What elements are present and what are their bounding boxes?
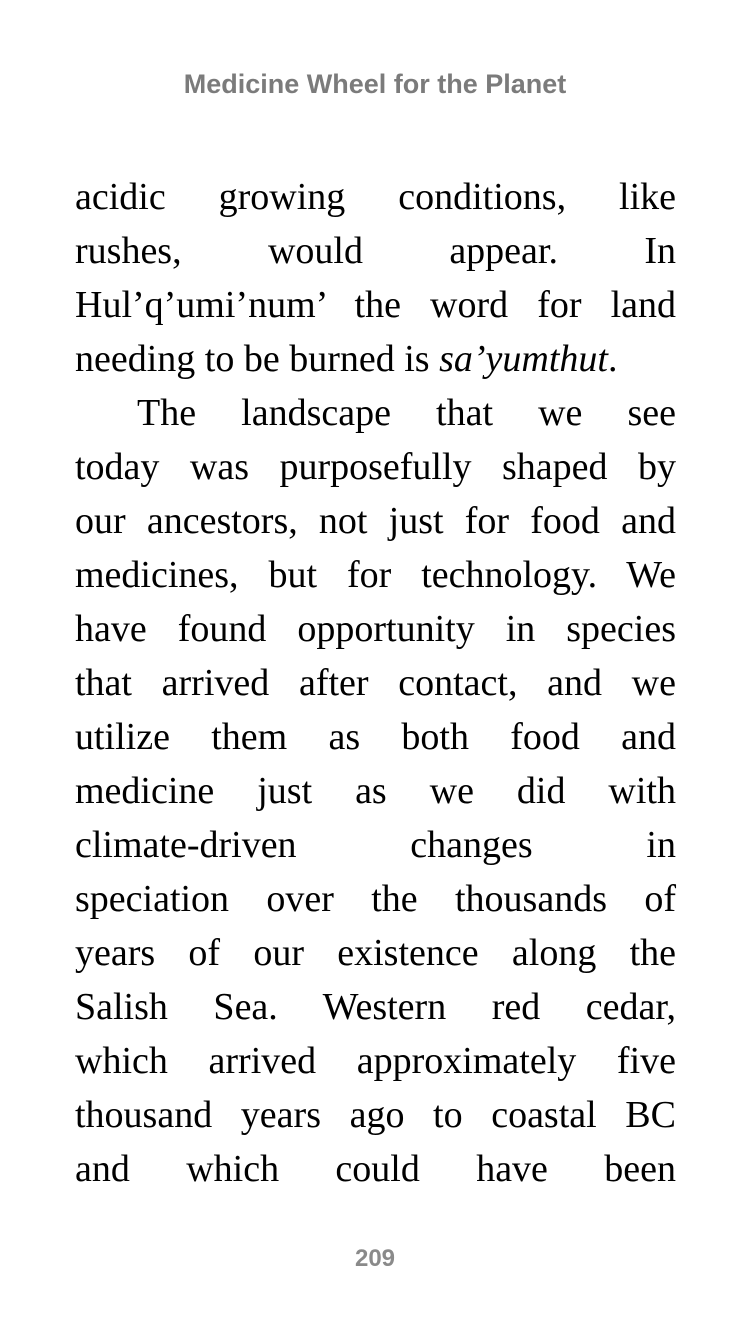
text-line: medicine just as we did with xyxy=(75,770,676,812)
text-line: climate-driven changes in xyxy=(75,824,676,866)
text-line: our ancestors, not just for food and xyxy=(75,500,676,542)
text-line: and which could have been xyxy=(75,1148,676,1190)
italic-term: sa’yumthut xyxy=(439,338,608,380)
text-line: speciation over the thousands of xyxy=(75,878,676,920)
text-line: that arrived after contact, and we xyxy=(75,662,676,704)
text-line: thousand years ago to coastal BC xyxy=(75,1094,676,1136)
text-line: medicines, but for technology. We xyxy=(75,554,676,596)
text-line: acidic growing conditions, like xyxy=(75,176,676,218)
text-line: today was purposefully shaped by xyxy=(75,446,676,488)
text-line: rushes, would appear. In xyxy=(75,230,676,272)
text-line: have found opportunity in species xyxy=(75,608,676,650)
text-line: years of our existence along the xyxy=(75,932,676,974)
text-fragment: needing to be burned is xyxy=(75,338,440,380)
text-line xyxy=(75,332,676,386)
text-line: utilize them as both food and xyxy=(75,716,676,758)
book-title: Medicine Wheel for the Planet xyxy=(183,69,567,99)
page-number: 209 xyxy=(354,1245,396,1272)
text-line: The landscape that we see xyxy=(137,392,676,434)
page-text xyxy=(75,170,676,1196)
text-line: Salish Sea. Western red cedar, xyxy=(75,986,676,1028)
text-line: which arrived approximately five xyxy=(75,1040,676,1082)
text-fragment: . xyxy=(607,338,618,380)
text-line: Hul’q’umi’num’ the word for land xyxy=(75,284,676,326)
